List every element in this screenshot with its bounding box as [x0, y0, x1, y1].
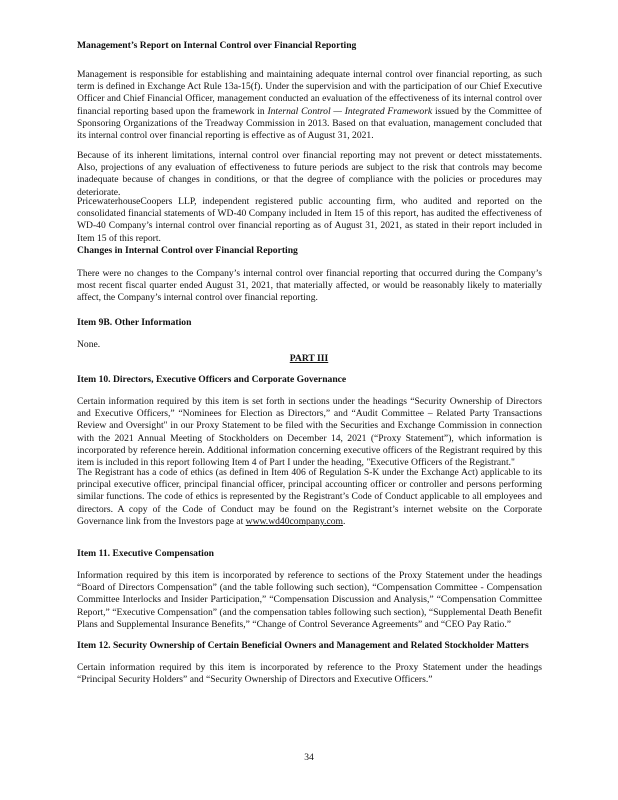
- paragraph-changes: There were no changes to the Company’s internal control over financial reporting that occurred during the Company’s most recent fiscal quarter ended August 31, 2021, that materially affected, or would be reasonably likely to materially affect, the Company’s internal control over financial reporting.: [77, 268, 542, 304]
- paragraph-code-of-ethics: [77, 467, 542, 528]
- heading-changes: Changes in Internal Control over Financial Reporting: [77, 245, 298, 256]
- heading-item-9b: Item 9B. Other Information: [77, 317, 192, 328]
- paragraph-management-responsibility: [77, 69, 542, 142]
- text: .: [342, 515, 346, 527]
- paragraph-auditor: PricewaterhouseCoopers LLP, independent registered public accounting firm, who audited and reported on the consolidated financial statements of WD-40 Company included in Item 15 of this report, has audited the effectiveness of WD-40 Company’s internal control over financial reporting as of August 31, 2021, as stated in their report included in Item 15 of this report.: [77, 196, 542, 244]
- paragraph-item-11: Information required by this item is incorporated by reference to sections of the Proxy Statement under the headings “Board of Directors Compensation” (and the table following such section), “Compensation Committee - Compensation Committee Interlocks and Insider Participation,” “Compensation Discussion and Analysis,” “Compensation Committee Report,” “Executive Compensation” (and the compensation tables following such section), “Supplemental Death Benefit Plans and Supplemental Insurance Benefits,” “Change of Control Severance Agreements” and “CEO Pay Ratio.”: [77, 570, 542, 630]
- heading-item-10: Item 10. Directors, Executive Officers and Corporate Governance: [77, 374, 347, 385]
- paragraph-item-12: Certain information required by this item is incorporated by reference to the Proxy Statement under the headings “Principal Security Holders” and “Security Ownership of Directors and Executive Officers.”: [77, 662, 542, 686]
- text: The Registrant has a code of ethics (as defined in Item 406 of Regulation S-K under the Exchange Act) applicable to its principal executive officer, principal financial officer, principal accounting officer or controller and persons performing similar functions. The code of ethics is represented by the Registrant’s Code of Conduct applicable to all employees and directors. A copy of the Code of Conduct may be found on the Registrant’s internet website on the Corporate Governance link from the Investors page at: [77, 467, 542, 527]
- text: issued by the Committee of Sponsoring Organizations of the Treadway Commission in 2013. Based on that evaluation, management concluded that its internal control over financial reporting is effective as of August 31, 2021.: [77, 105, 542, 142]
- part-title: PART III: [289, 353, 329, 364]
- framework-title: Internal Control — Integrated Framework: [267, 105, 433, 117]
- heading-item-12: Item 12. Security Ownership of Certain Beneficial Owners and Management and Related Stockholder Matters: [77, 640, 529, 651]
- page-number: 34: [304, 752, 314, 763]
- text: Management is responsible for establishing and maintaining adequate internal control over financial reporting, as such term is defined in Exchange Act Rule 13a-15(f). Under the supervision and with the participation of our Chief Executive Officer and Chief Financial Officer, management conducted an evaluation of the effectiveness of its internal control over financial reporting based upon the framework in: [77, 69, 542, 117]
- heading-item-11: Item 11. Executive Compensation: [77, 548, 214, 559]
- paragraph-none: None.: [77, 339, 101, 350]
- paragraph-limitations: Because of its inherent limitations, internal control over financial reporting may not prevent or detect misstatements. Also, projections of any evaluation of effectiveness to future periods are subject to the risk that controls may become inadequate because of changes in conditions, or that the degree of compliance with the policies or procedures may deteriorate.: [77, 150, 542, 198]
- paragraph-item-10: Certain information required by this item is set forth in sections under the headings “Security Ownership of Directors and Executive Officers,” “Nominees for Election as Directors,” and “Audit Committee – Related Party Transactions Review and Oversight" in our Proxy Statement to be filed with the Securities and Exchange Commission in connection with the 2021 Annual Meeting of Stockholders on December 14, 2021 (“Proxy Statement”), which information is incorporated by reference herein. Additional information concerning executive officers of the Registrant required by this item is included in this report following Item 4 of Part I under the heading, "Executive Officers of the Registrant.": [77, 396, 542, 469]
- company-website-link[interactable]: www.wd40company.com: [245, 515, 343, 527]
- heading-management-report: Management’s Report on Internal Control over Financial Reporting: [77, 40, 357, 51]
